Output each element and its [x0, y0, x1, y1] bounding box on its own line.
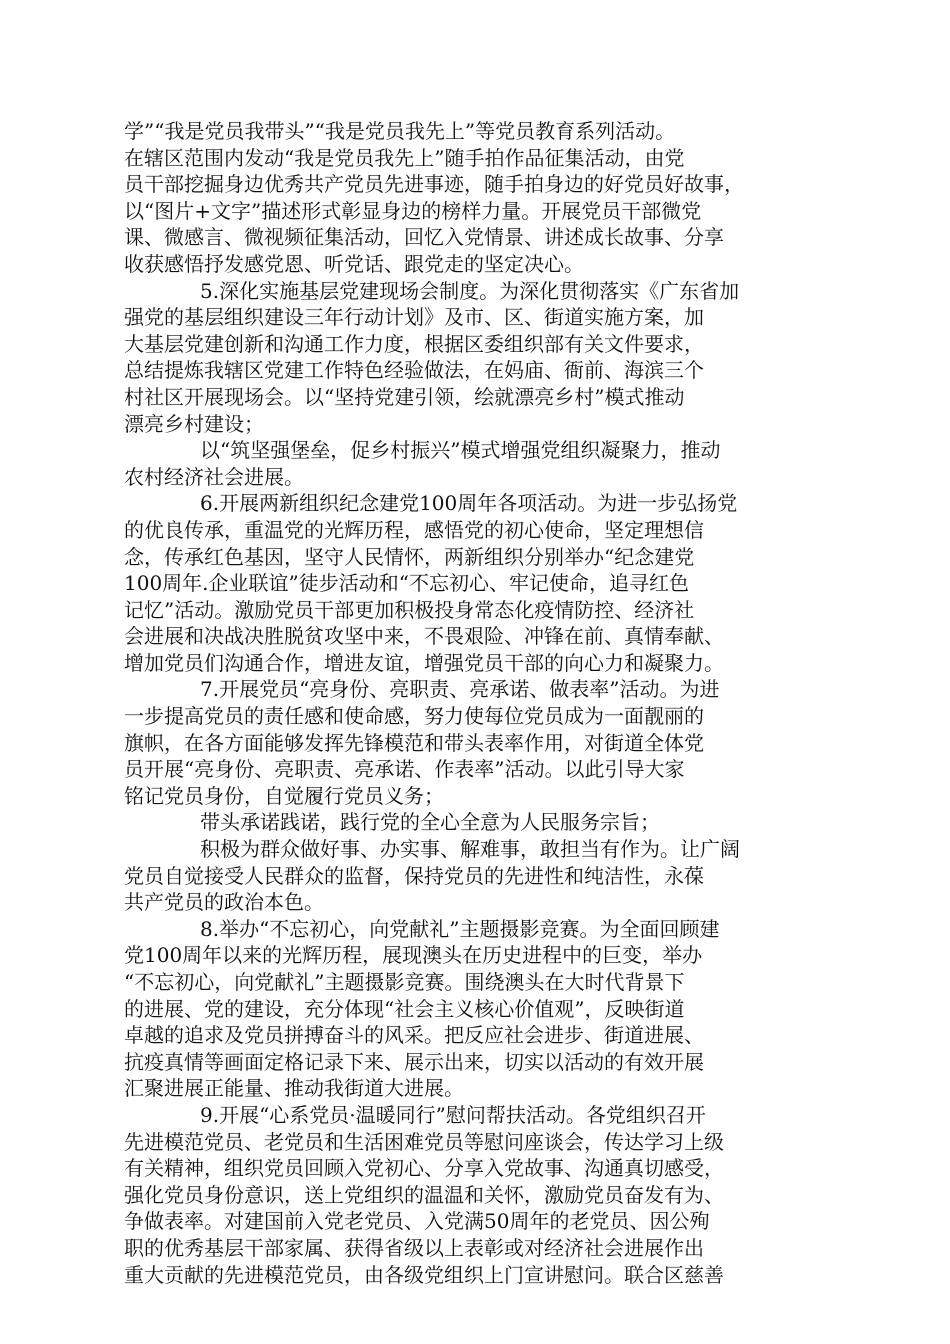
- text-line: 课、微感言、微视频征集活动，回忆入党情景、讲述成长故事、分享: [124, 225, 724, 250]
- text-line: 村社区开展现场会。以“坚持党建引领，绘就漂亮乡村”模式推动: [124, 384, 685, 409]
- text-line: 职的优秀基层干部家属、获得省级以上表彰或对经济社会进展作出: [124, 1235, 704, 1260]
- text-line: 8.举办“不忘初心，向党献礼”主题摄影竞赛。为全面回顾建: [200, 916, 720, 941]
- text-line: 农村经济社会进展。: [124, 464, 304, 489]
- text-line: 7.开展党员“亮身份、亮职责、亮承诺、做表率”活动。为进: [200, 677, 720, 702]
- text-line: 有关精神，组织党员回顾入党初心、分享入党故事、沟通真切感受，: [124, 1156, 724, 1181]
- text-line: 员开展“亮身份、亮职责、亮承诺、作表率”活动。以此引导大家: [124, 757, 685, 782]
- text-line: 积极为群众做好事、办实事、解难事，敢担当有作为。让广阔: [200, 837, 740, 862]
- text-line: 大基层党建创新和沟通工作力度，根据区委组织部有关文件要求，: [124, 331, 704, 356]
- text-line: 5.深化实施基层党建现场会制度。为深化贯彻落实《广东省加: [200, 278, 740, 303]
- text-line: 强党的基层组织建设三年行动计划》及市、区、街道实施方案，加: [124, 305, 704, 330]
- text-line: 卓越的追求及党员拼搏奋斗的风采。把反应社会进步、街道进展、: [124, 1023, 704, 1048]
- text-line: 收获感悟抒发感党恩、听党话、跟党走的坚定决心。: [124, 251, 584, 276]
- text-line: 100周年.企业联谊”徒步活动和“不忘初心、牢记使命，追寻红色: [124, 571, 689, 596]
- text-line: 汇聚进展正能量、推动我街道大进展。: [124, 1076, 464, 1101]
- text-line: 一步提高党员的责任感和使命感，努力使每位党员成为一面靓丽的: [124, 704, 704, 729]
- text-line: 以“图片+文字”描述形式彰显身边的榜样力量。开展党员干部微党: [124, 198, 702, 223]
- text-line: 学”“我是党员我带头”“我是党员我先上”等党员教育系列活动。: [124, 119, 676, 143]
- text-line: 员干部挖掘身边优秀共产党员先进事迹，随手拍身边的好党员好故事，: [124, 172, 744, 197]
- text-line: 带头承诺践诺，践行党的全心全意为人民服务宗旨；: [200, 810, 660, 835]
- text-line: 念，传承红色基因，坚守人民情怀，两新组织分别举办“纪念建党: [124, 544, 695, 569]
- text-line: 总结提炼我辖区党建工作特色经验做法，在妈庙、衙前、海滨三个: [124, 358, 704, 383]
- text-line: 党100周年以来的光辉历程，展现澳头在历史进程中的巨变，举办: [124, 943, 703, 968]
- text-line: 党员自觉接受人民群众的监督，保持党员的先进性和纯洁性，永葆: [124, 863, 704, 888]
- text-line: 先进模范党员、老党员和生活困难党员等慰问座谈会，传达学习上级: [124, 1129, 724, 1154]
- text-line: 强化党员身份意识，送上党组织的温温和关怀，激励党员奋发有为、: [124, 1182, 724, 1207]
- document-body: [124, 118, 834, 1288]
- text-line: 重大贡献的先进模范党员，由各级党组织上门宣讲慰问。联合区慈善: [124, 1262, 724, 1287]
- text-line: 漂亮乡村建设；: [124, 411, 264, 436]
- text-line: 旗帜，在各方面能够发挥先锋模范和带头表率作用，对街道全体党: [124, 730, 704, 755]
- text-line: 争做表率。对建国前入党老党员、入党满50周年的老党员、因公殉: [124, 1209, 710, 1234]
- text-line: 增加党员们沟通合作，增进友谊，增强党员干部的向心力和凝聚力。: [124, 650, 724, 675]
- text-line: 的优良传承，重温党的光辉历程，感悟党的初心使命，坚定理想信: [124, 517, 704, 542]
- text-line: 共产党员的政治本色。: [124, 890, 324, 915]
- text-line: 铭记党员身份，自觉履行党员义务；: [124, 783, 444, 808]
- text-line: 会进展和决战决胜脱贫攻坚中来，不畏艰险、冲锋在前、真情奉献、: [124, 624, 724, 649]
- text-line: 6.开展两新组织纪念建党100周年各项活动。为进一步弘扬党: [200, 491, 738, 516]
- text-line: 9.开展“心系党员·温暖同行”慰问帮扶活动。各党组织召开: [200, 1102, 706, 1127]
- text-line: 抗疫真情等画面定格记录下来、展示出来，切实以活动的有效开展: [124, 1049, 704, 1074]
- text-line: 记忆”活动。激励党员干部更加积极投身常态化疫情防控、经济社: [124, 597, 695, 622]
- text-line: 在辖区范围内发动“我是党员我先上”随手拍作品征集活动，由党: [124, 145, 685, 170]
- text-line: 以“筑坚强堡垒，促乡村振兴”模式增强党组织凝聚力，推动: [200, 438, 721, 463]
- text-line: 的进展、党的建设，充分体现“社会主义核心价值观”，反映街道: [124, 996, 685, 1021]
- text-line: “不忘初心，向党献礼”主题摄影竞赛。围绕澳头在大时代背景下: [124, 970, 685, 994]
